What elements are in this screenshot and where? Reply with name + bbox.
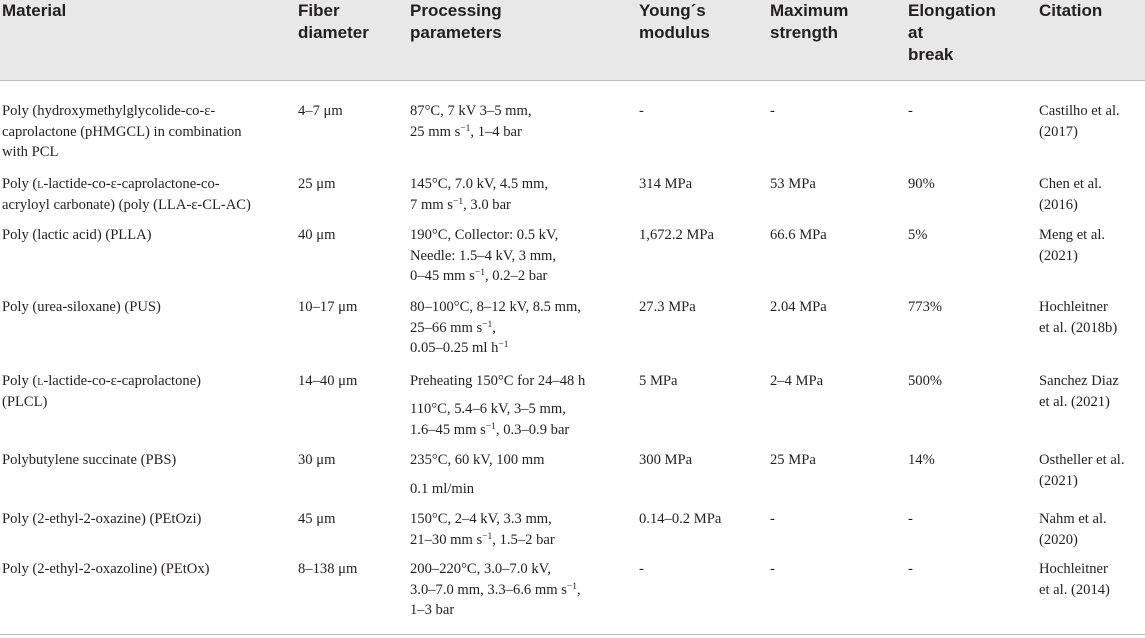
cell-strength: - [770,561,775,577]
cell-diameter: 14–40 μm [298,373,358,389]
cell-elongation: 14% [908,452,935,468]
cell-strength: 66.6 MPa [770,227,827,243]
header-maximum-strength: Maximum strength [770,1,849,42]
cell-citation: Sanchez Diaz et al. (2021) [1039,373,1119,410]
cell-material: Poly (urea-siloxane) (PUS) [2,299,161,315]
cell-elongation: - [908,511,913,527]
cell-processing: 87°C, 7 kV 3–5 mm, 25 mm $s^{-1}$, 1–4 bar [410,103,532,140]
cell-elongation: 90% [908,176,935,192]
cell-youngs: 0.14–0.2 MPa [639,511,722,527]
cell-processing: 200–220°C, 3.0–7.0 kV, 3.0–7.0 mm, 3.3–6.6 mm $s^{-1}$, 1–3 bar [410,561,581,619]
cell-youngs: - [639,103,644,119]
table-bottom-rule [0,634,1145,635]
header-processing-parameters: Processing parameters [410,1,502,42]
cell-youngs: 5 MPa [639,373,678,389]
cell-processing: 235°C, 60 kV, 100 mm [410,452,545,468]
cell-processing-continued: 0.1 ml/min [410,481,475,497]
cell-diameter: 25 μm [298,176,336,192]
cell-strength: 25 MPa [770,452,816,468]
cell-material: Poly (2-ethyl-2-oxazine) (PEtOzi) [2,511,202,527]
cell-youngs: 314 MPa [639,176,693,192]
cell-diameter: 45 μm [298,511,336,527]
header-fiber-diameter: Fiber diameter [298,1,369,42]
cell-material: Poly (2-ethyl-2-oxazoline) (PEtOx) [2,561,210,577]
header-material: Material [2,1,67,20]
cell-processing-continued: 110°C, 5.4–6 kV, 3–5 mm, 1.6–45 mm $s^{-1}$, 0.3–0.9 bar [410,401,570,438]
header-divider [0,80,1145,81]
cell-diameter: 8–138 μm [298,561,358,577]
cell-processing: 150°C, 2–4 kV, 3.3 mm, 21–30 mm $s^{-1}$, 1.5–2 bar [410,511,555,548]
header-youngs-modulus: Young´s modulus [639,1,710,42]
cell-youngs: 300 MPa [639,452,693,468]
header-citation: Citation [1039,1,1103,20]
cell-elongation: 5% [908,227,928,243]
cell-youngs: - [639,561,644,577]
cell-material: Poly (l-lactide-co-ε-caprolactone-co- acryloyl carbonate) (poly (LLA-ε-CL-AC) [2,176,251,213]
cell-processing: 80–100°C, 8–12 kV, 8.5 mm, 25–66 mm $s^{-1}$, 0.05–0.25 ml $h^{-1}$ [410,299,581,357]
cell-processing: Preheating 150°C for 24–48 h [410,373,586,389]
cell-diameter: 30 μm [298,452,336,468]
cell-processing: 190°C, Collector: 0.5 kV, Needle: 1.5–4 kV, 3 mm, 0–45 mm $s^{-1}$, 0.2–2 bar [410,227,559,285]
cell-material: Poly (l-lactide-co-ε-caprolactone) (PLCL) [2,373,202,410]
cell-material: Poly (lactic acid) (PLLA) [2,227,152,243]
cell-diameter: 10–17 μm [298,299,358,315]
cell-elongation: 773% [908,299,943,315]
cell-strength: - [770,511,775,527]
header-elongation-at-break: Elongation at break [908,1,996,64]
cell-elongation: 500% [908,373,943,389]
cell-strength: 53 MPa [770,176,816,192]
cell-citation: Chen et al. (2016) [1039,176,1102,213]
cell-youngs: 1,672.2 MPa [639,227,714,243]
cell-youngs: 27.3 MPa [639,299,696,315]
cell-citation: Ostheller et al. (2021) [1039,452,1125,489]
cell-citation: Meng et al. (2021) [1039,227,1106,264]
cell-strength: 2.04 MPa [770,299,827,315]
cell-citation: Nahm et al. (2020) [1039,511,1107,548]
cell-elongation: - [908,103,913,119]
cell-elongation: - [908,561,913,577]
cell-material: Polybutylene succinate (PBS) [2,452,177,468]
cell-processing: 145°C, 7.0 kV, 4.5 mm, 7 mm $s^{-1}$, 3.0 bar [410,176,549,213]
cell-citation: Castilho et al. (2017) [1039,103,1120,140]
cell-diameter: 40 μm [298,227,336,243]
cell-strength: 2–4 MPa [770,373,824,389]
cell-material: Poly (hydroxymethylglycolide-co-ε- caprolactone (pHMGCL) in combination with PCL [2,103,242,161]
cell-citation: Hochleitner et al. (2018b) [1039,299,1118,336]
cell-diameter: 4–7 μm [298,103,343,119]
cell-citation: Hochleitner et al. (2014) [1039,561,1110,598]
cell-strength: - [770,103,775,119]
